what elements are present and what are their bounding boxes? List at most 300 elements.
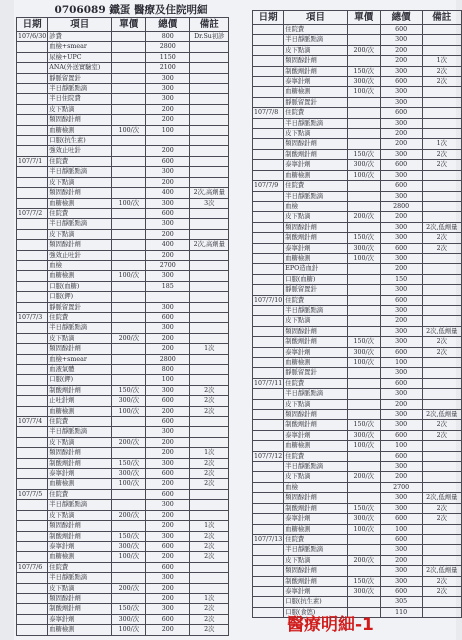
cell-item: 類固醇針劑 xyxy=(284,493,348,503)
cell-note xyxy=(422,295,461,305)
cell-total: 300 xyxy=(146,385,190,395)
cell-date xyxy=(17,94,48,104)
cell-unit-price: 100/次 xyxy=(112,552,146,562)
cell-item: 血糖檢測 xyxy=(48,406,112,416)
cell-note xyxy=(190,219,229,229)
cell-item: 血糖檢測 xyxy=(284,170,348,180)
cell-note xyxy=(190,583,229,593)
cell-item: 類固醇針劑 xyxy=(48,240,112,250)
table-row xyxy=(17,260,229,270)
cell-total: 600 xyxy=(380,514,422,524)
cell-item: 類固醇針劑 xyxy=(284,139,348,149)
cell-date xyxy=(17,42,48,52)
cell-date xyxy=(17,604,48,614)
cell-unit-price xyxy=(347,97,380,107)
cell-item: 半日靜脈點滴 xyxy=(284,305,348,315)
table-row xyxy=(253,233,462,243)
cell-date xyxy=(17,281,48,291)
cell-total: 300 xyxy=(146,73,190,83)
cell-date xyxy=(17,73,48,83)
cell-unit-price: 300/次 xyxy=(347,243,380,253)
cell-total: 200 xyxy=(146,250,190,260)
table-row xyxy=(253,451,462,461)
cell-date xyxy=(253,545,284,555)
cell-date xyxy=(253,264,284,274)
cell-date xyxy=(253,243,284,253)
cell-note xyxy=(422,597,461,607)
cell-item: 血糖檢測 xyxy=(284,253,348,263)
cell-unit-price xyxy=(112,104,146,114)
cell-item: EPO造血針 xyxy=(284,264,348,274)
cell-total: 200 xyxy=(146,406,190,416)
cell-date xyxy=(253,212,284,222)
cell-note xyxy=(190,136,229,146)
cell-item: 皮下點滴 xyxy=(284,399,348,409)
cell-note xyxy=(190,427,229,437)
cell-unit-price xyxy=(347,597,380,607)
table-row xyxy=(253,97,462,107)
cell-unit-price xyxy=(112,292,146,302)
cell-total: 2700 xyxy=(380,482,422,492)
cell-note xyxy=(190,125,229,135)
table-row xyxy=(253,87,462,97)
cell-note xyxy=(422,35,461,45)
cell-total: 300 xyxy=(146,167,190,177)
cell-total: 600 xyxy=(146,417,190,427)
table-row xyxy=(17,469,229,479)
cell-note xyxy=(190,302,229,312)
cell-date xyxy=(17,500,48,510)
cell-unit-price xyxy=(112,177,146,187)
cell-date xyxy=(253,607,284,617)
cell-total: 300 xyxy=(380,566,422,576)
cell-date xyxy=(17,302,48,312)
cell-total: 300 xyxy=(380,285,422,295)
cell-item: 強效止吐針 xyxy=(48,250,112,260)
table-row xyxy=(17,52,229,62)
table-row xyxy=(17,354,229,364)
cell-item: 皮下點滴 xyxy=(284,212,348,222)
cell-unit-price xyxy=(112,448,146,458)
cell-note xyxy=(422,285,461,295)
cell-item: 皮下點滴 xyxy=(284,45,348,55)
cell-total: 600 xyxy=(380,586,422,596)
cell-note: 2次 xyxy=(190,541,229,551)
cell-unit-price: 150/次 xyxy=(347,233,380,243)
cell-note xyxy=(190,146,229,156)
cell-date xyxy=(17,614,48,624)
cell-item: 住院費 xyxy=(284,451,348,461)
table-row xyxy=(17,510,229,520)
cell-note: 2次 xyxy=(422,430,461,440)
cell-item: 泰寧針劑 xyxy=(284,347,348,357)
cell-date xyxy=(253,253,284,263)
cell-note xyxy=(190,437,229,447)
cell-total xyxy=(146,136,190,146)
cell-date xyxy=(253,191,284,201)
cell-date xyxy=(17,583,48,593)
cell-date xyxy=(253,389,284,399)
table-row xyxy=(17,375,229,385)
table-row xyxy=(253,555,462,565)
cell-date xyxy=(17,406,48,416)
table-row xyxy=(253,358,462,368)
cell-date xyxy=(253,326,284,336)
cell-date: 107/6/30 xyxy=(18,33,47,40)
cell-total: 110 xyxy=(380,607,422,617)
cell-total: 200 xyxy=(146,115,190,125)
cell-note: 2次 xyxy=(422,503,461,513)
cell-total: 600 xyxy=(380,25,422,35)
cell-date xyxy=(253,305,284,315)
cell-unit-price: 300/次 xyxy=(112,396,146,406)
cell-unit-price xyxy=(347,139,380,149)
table-row xyxy=(17,73,229,83)
table-row xyxy=(253,410,462,420)
cell-total: 300 xyxy=(380,97,422,107)
cell-total: 300 xyxy=(146,604,190,614)
cell-date xyxy=(253,368,284,378)
cell-total: 100 xyxy=(380,358,422,368)
cell-note: 2次 xyxy=(422,160,461,170)
cell-date xyxy=(253,597,284,607)
cell-item: 制酸劑針劑 xyxy=(284,233,348,243)
cell-note xyxy=(190,229,229,239)
cell-item: 血檢 xyxy=(48,260,112,270)
cell-note xyxy=(422,170,461,180)
cell-total: 300 xyxy=(380,368,422,378)
cell-date: 107/7/4 xyxy=(17,417,48,427)
cell-item: 靜脈留置針 xyxy=(284,285,348,295)
table-row xyxy=(253,566,462,576)
cell-item: 半日靜脈點滴 xyxy=(284,389,348,399)
cell-total: 300 xyxy=(146,458,190,468)
cell-note: 1次 xyxy=(422,139,461,149)
cell-item: 類固醇針劑 xyxy=(284,326,348,336)
cell-item: 半日靜脈點滴 xyxy=(48,427,112,437)
table-row xyxy=(253,378,462,388)
column-header-date: 日期 xyxy=(253,11,284,25)
cell-note: 2次,高劑量 xyxy=(190,240,229,250)
cell-note xyxy=(190,271,229,281)
table-row xyxy=(253,212,462,222)
cell-total: 400 xyxy=(146,188,190,198)
cell-unit-price xyxy=(347,462,380,472)
table-row xyxy=(253,108,462,118)
cell-note: 2次 xyxy=(422,420,461,430)
cell-item: 皮下點滴 xyxy=(284,316,348,326)
cell-unit-price xyxy=(347,451,380,461)
cell-total: 600 xyxy=(146,312,190,322)
cell-unit-price: 300/次 xyxy=(347,77,380,87)
table-row xyxy=(17,104,229,114)
cell-total: 2800 xyxy=(380,201,422,211)
cell-date xyxy=(253,274,284,284)
table-row xyxy=(253,316,462,326)
cell-note: 2次,高劑量 xyxy=(190,188,229,198)
cell-note xyxy=(190,510,229,520)
cell-item: 靜脈留置針 xyxy=(48,73,112,83)
cell-total: 200 xyxy=(146,229,190,239)
cell-date xyxy=(253,149,284,159)
cell-total: 150 xyxy=(380,274,422,284)
table-row xyxy=(253,295,462,305)
cell-total: 200 xyxy=(146,552,190,562)
cell-date xyxy=(17,365,48,375)
cell-date xyxy=(17,146,48,156)
table-row xyxy=(17,208,229,218)
cell-note: 2次 xyxy=(190,604,229,614)
cell-note: 2次 xyxy=(190,469,229,479)
cell-unit-price xyxy=(112,115,146,125)
cell-unit-price xyxy=(347,118,380,128)
cell-item: 半日靜脈點滴 xyxy=(284,545,348,555)
cell-date xyxy=(253,410,284,420)
table-row xyxy=(253,462,462,472)
cell-date xyxy=(17,250,48,260)
cell-item: 口服(血糖) xyxy=(48,281,112,291)
cell-item: 血糖檢測 xyxy=(284,524,348,534)
cell-note: 1次 xyxy=(190,448,229,458)
table-row xyxy=(253,326,462,336)
cell-total: 600 xyxy=(146,562,190,572)
cell-item: 住院費 xyxy=(48,417,112,427)
cell-note xyxy=(190,115,229,125)
cell-date xyxy=(253,430,284,440)
cell-note xyxy=(190,208,229,218)
cell-note xyxy=(190,375,229,385)
cell-total xyxy=(146,292,190,302)
cell-total: 200 xyxy=(380,56,422,66)
cell-unit-price xyxy=(347,545,380,555)
cell-total: 300 xyxy=(380,66,422,76)
cell-unit-price xyxy=(112,167,146,177)
cell-item: 皮下點滴 xyxy=(48,104,112,114)
cell-item: 靜脈留置針 xyxy=(284,368,348,378)
cell-unit-price: 300/次 xyxy=(112,469,146,479)
left-ledger-table xyxy=(16,17,229,636)
cell-unit-price: 100/次 xyxy=(112,625,146,635)
table-row xyxy=(17,281,229,291)
cell-note xyxy=(422,399,461,409)
cell-total: 300 xyxy=(380,191,422,201)
cell-item: 皮下點滴 xyxy=(284,129,348,139)
cell-note xyxy=(190,323,229,333)
column-header-note: 備註 xyxy=(190,18,229,32)
table-row xyxy=(17,365,229,375)
cell-unit-price xyxy=(347,326,380,336)
cell-date xyxy=(17,469,48,479)
cell-date xyxy=(253,139,284,149)
cell-date: 107/7/13 xyxy=(254,535,283,543)
column-header-total: 總價 xyxy=(380,11,422,25)
cell-date xyxy=(253,160,284,170)
cell-total: 600 xyxy=(380,181,422,191)
table-row xyxy=(17,84,229,94)
cell-item: 半日靜脈點滴 xyxy=(284,191,348,201)
table-row xyxy=(17,42,229,52)
cell-unit-price xyxy=(347,493,380,503)
cell-note: 1次 xyxy=(190,521,229,531)
cell-date xyxy=(17,385,48,395)
cell-date: 107/7/12 xyxy=(254,452,283,460)
cell-total: 600 xyxy=(380,430,422,440)
cell-item: 半日靜脈點滴 xyxy=(48,323,112,333)
cell-item: 住院費 xyxy=(48,156,112,166)
cell-date xyxy=(17,219,48,229)
cell-note: 2次,低劑量 xyxy=(422,566,461,576)
cell-note: 2次 xyxy=(190,406,229,416)
cell-note xyxy=(422,441,461,451)
table-row xyxy=(17,417,229,427)
column-header-unit-price: 單價 xyxy=(112,18,146,32)
cell-date xyxy=(253,493,284,503)
cell-total: 300 xyxy=(146,500,190,510)
cell-unit-price: 300/次 xyxy=(347,430,380,440)
cell-total: 200 xyxy=(380,139,422,149)
cell-date xyxy=(253,118,284,128)
cell-unit-price xyxy=(112,208,146,218)
table-row xyxy=(253,264,462,274)
table-row xyxy=(253,441,462,451)
table-row xyxy=(17,32,229,42)
left-header-row xyxy=(17,18,229,32)
cell-note xyxy=(190,489,229,499)
cell-unit-price: 200/次 xyxy=(112,583,146,593)
cell-unit-price xyxy=(347,108,380,118)
cell-date xyxy=(17,136,48,146)
cell-unit-price xyxy=(112,312,146,322)
cell-date xyxy=(253,566,284,576)
cell-unit-price xyxy=(112,156,146,166)
cell-note xyxy=(190,250,229,260)
cell-item: 制酸劑針劑 xyxy=(48,385,112,395)
cell-date xyxy=(253,399,284,409)
cell-date xyxy=(253,45,284,55)
cell-unit-price: 150/次 xyxy=(347,66,380,76)
cell-total: 800 xyxy=(146,32,190,42)
cell-total: 300 xyxy=(380,326,422,336)
cell-total: 300 xyxy=(146,84,190,94)
column-header-date: 日期 xyxy=(17,18,48,32)
table-row xyxy=(17,240,229,250)
cell-date xyxy=(17,260,48,270)
table-row xyxy=(17,323,229,333)
cell-unit-price: 200/次 xyxy=(112,437,146,447)
cell-date xyxy=(253,97,284,107)
table-row xyxy=(17,396,229,406)
cell-item: 泰寧針劑 xyxy=(284,77,348,87)
table-row xyxy=(253,129,462,139)
table-row xyxy=(17,271,229,281)
cell-date xyxy=(253,337,284,347)
cell-date xyxy=(253,285,284,295)
table-row xyxy=(253,389,462,399)
cell-note xyxy=(422,212,461,222)
cell-date xyxy=(17,63,48,73)
cell-date xyxy=(253,441,284,451)
cell-date xyxy=(253,472,284,482)
cell-unit-price xyxy=(112,136,146,146)
cell-total: 300 xyxy=(380,493,422,503)
table-row xyxy=(253,35,462,45)
cell-date xyxy=(17,375,48,385)
cell-unit-price: 150/次 xyxy=(347,503,380,513)
cell-total: 200 xyxy=(380,264,422,274)
cell-unit-price: 100/次 xyxy=(112,479,146,489)
column-header-item: 項目 xyxy=(284,11,348,25)
cell-unit-price xyxy=(112,260,146,270)
cell-note: 2次 xyxy=(422,233,461,243)
cell-unit-price xyxy=(347,399,380,409)
table-row xyxy=(17,406,229,416)
cell-note: 2次,低劑量 xyxy=(422,493,461,503)
cell-date: 107/7/1 xyxy=(17,156,48,166)
table-row xyxy=(17,188,229,198)
cell-date xyxy=(253,503,284,513)
cell-unit-price xyxy=(347,35,380,45)
cell-unit-price: 200/次 xyxy=(112,510,146,520)
cell-item: 尿檢+UPC xyxy=(48,52,112,62)
cell-item: 口服(抗生素) xyxy=(48,136,112,146)
cell-note xyxy=(422,45,461,55)
cell-note: 2次 xyxy=(190,625,229,635)
cell-unit-price xyxy=(112,219,146,229)
cell-total: 200 xyxy=(146,104,190,114)
column-header-item: 項目 xyxy=(48,18,112,32)
cell-item: 半日靜脈點滴 xyxy=(48,573,112,583)
cell-item: 口服(血糖) xyxy=(284,274,348,284)
cell-date xyxy=(17,198,48,208)
cell-unit-price: 300/次 xyxy=(112,614,146,624)
table-row xyxy=(17,593,229,603)
cell-note xyxy=(422,545,461,555)
cell-total: 200 xyxy=(146,448,190,458)
cell-item: 血糖檢測 xyxy=(284,87,348,97)
cell-note: 2次 xyxy=(422,337,461,347)
table-row xyxy=(253,118,462,128)
cell-unit-price xyxy=(112,489,146,499)
cell-item: 泰寧針劑 xyxy=(284,586,348,596)
cell-total: 300 xyxy=(380,389,422,399)
cell-item: 半日靜脈點滴 xyxy=(48,167,112,177)
cell-item: 類固醇針劑 xyxy=(48,593,112,603)
table-row xyxy=(253,139,462,149)
cell-total: 300 xyxy=(380,545,422,555)
cell-date: 107/7/10 xyxy=(254,296,283,304)
table-row xyxy=(253,149,462,159)
cell-note: 2次 xyxy=(190,614,229,624)
cell-item: 住院費 xyxy=(284,108,348,118)
cell-date xyxy=(253,77,284,87)
cell-note xyxy=(190,156,229,166)
cell-item: 血糖檢測 xyxy=(48,625,112,635)
table-row xyxy=(253,493,462,503)
cell-unit-price xyxy=(347,264,380,274)
cell-item: 血糖檢測 xyxy=(48,552,112,562)
table-row xyxy=(253,191,462,201)
cell-note xyxy=(422,524,461,534)
cell-unit-price xyxy=(347,295,380,305)
cell-unit-price: 150/次 xyxy=(347,420,380,430)
cell-unit-price xyxy=(347,368,380,378)
cell-note: 2次 xyxy=(190,531,229,541)
cell-total: 100 xyxy=(380,441,422,451)
cell-date xyxy=(253,129,284,139)
cell-note: 2次 xyxy=(422,149,461,159)
cell-unit-price: 150/次 xyxy=(112,385,146,395)
table-row xyxy=(17,198,229,208)
